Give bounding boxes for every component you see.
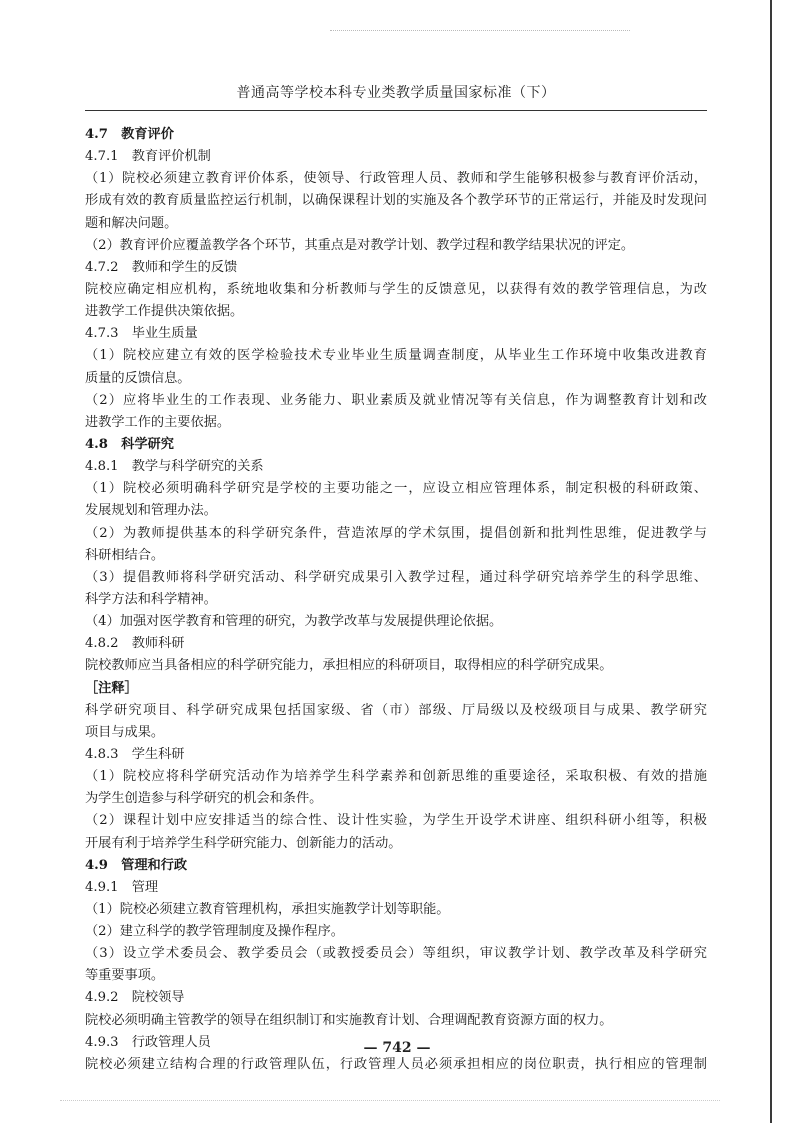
paragraph-line: 院校应确定相应机构，系统地收集和分析教师与学生的反馈意见，以获得有效的教学管理信息，为改 <box>85 281 707 297</box>
scan-edge-line <box>770 0 772 1123</box>
paragraph-line: 项目与成果。 <box>85 724 165 740</box>
subsection-heading: 4.9.1 管理 <box>85 879 159 895</box>
paragraph-line: （1）院校必须明确科学研究是学校的主要功能之一，应设立相应管理体系，制定积极的科研政策、 <box>85 481 707 497</box>
paragraph-line: （2）课程计划中应安排适当的综合性、设计性实验，为学生开设学术讲座、组织科研小组等，积极 <box>85 813 707 829</box>
subsection-heading: 4.9.3 行政管理人员 <box>85 1034 211 1050</box>
paragraph-line: 等重要事项。 <box>85 968 165 984</box>
subsection-heading: 4.7.3 毕业生质量 <box>85 326 198 342</box>
section-heading: 4.9 管理和行政 <box>85 857 188 873</box>
scan-artifact-top <box>330 30 630 32</box>
paragraph-line: 科研相结合。 <box>85 547 165 563</box>
paragraph-line: （1）院校必须建立教育评价体系，使领导、行政管理人员、教师和学生能够积极参与教育评价活动， <box>85 171 707 187</box>
paragraph-line: 为学生创造参与科学研究的机会和条件。 <box>85 791 323 807</box>
body-text <box>85 124 707 1076</box>
paragraph-line: 进教学工作的主要依据。 <box>85 414 231 430</box>
subsection-heading: 4.8.3 学生科研 <box>85 746 185 762</box>
paragraph-line: 科学研究项目、科学研究成果包括国家级、省（市）部级、厅局级以及校级项目与成果、教学研究 <box>85 702 707 718</box>
page-number: — 742 — <box>363 1040 431 1056</box>
paragraph-line: 形成有效的教育质量监控运行机制，以确保课程计划的实施及各个教学环节的正常运行，并能及时发现问 <box>85 193 707 209</box>
paragraph-line: （2）应将毕业生的工作表现、业务能力、职业素质及就业情况等有关信息，作为调整教育计划和改 <box>85 392 707 408</box>
paragraph-line: 题和解决问题。 <box>85 215 178 231</box>
paragraph-line: （1）院校应将科学研究活动作为培养学生科学素养和创新思维的重要途径，采取积极、有效的措施 <box>85 769 707 785</box>
paragraph-line: （4）加强对医学教育和管理的研究，为教学改革与发展提供理论依据。 <box>85 614 503 630</box>
paragraph-line: 院校教师应当具备相应的科学研究能力，承担相应的科研项目，取得相应的科学研究成果。 <box>85 658 613 674</box>
scan-artifact-bottom <box>60 1100 720 1102</box>
paragraph-line: （2）为教师提供基本的科学研究条件，营造浓厚的学术氛围，提倡创新和批判性思维，促进教学与 <box>85 525 707 541</box>
note-label: ［注释］ <box>85 680 138 696</box>
paragraph-line: 开展有利于培养学生科学研究能力、创新能力的活动。 <box>85 835 402 851</box>
paragraph-line: （1）院校应建立有效的医学检验技术专业毕业生质量调查制度，从毕业生工作环境中收集改进教育 <box>85 348 707 364</box>
section-heading: 4.7 教育评价 <box>85 127 174 142</box>
paragraph-line: （3）提倡教师将科学研究活动、科学研究成果引入教学过程，通过科学研究培养学生的科学思维、 <box>85 569 707 585</box>
subsection-heading: 4.7.2 教师和学生的反馈 <box>85 259 238 275</box>
paragraph-line: 质量的反馈信息。 <box>85 370 191 386</box>
paragraph-line: （3）设立学术委员会、教学委员会（或教授委员会）等组织，审议教学计划、教学改革及科学研究 <box>85 946 707 962</box>
paragraph-line: （2）建立科学的教学管理制度及操作程序。 <box>85 924 344 940</box>
header-rule <box>85 110 707 111</box>
paragraph-line: 院校必须建立结构合理的行政管理队伍，行政管理人员必须承担相应的岗位职责，执行相应的管理制 <box>85 1056 707 1072</box>
subsection-heading: 4.7.1 教育评价机制 <box>85 149 211 165</box>
paragraph-line: 院校必须明确主管教学的领导在组织制订和实施教育计划、合理调配教育资源方面的权力。 <box>85 1012 613 1028</box>
subsection-heading: 4.9.2 院校领导 <box>85 990 185 1006</box>
paragraph-line: （2）教育评价应覆盖教学各个环节，其重点是对教学计划、教学过程和教学结果状况的评定。 <box>85 237 635 253</box>
running-header: 普通高等学校本科专业类教学质量国家标准（下） <box>236 85 556 101</box>
paragraph-line: （1）院校必须建立教育管理机构，承担实施教学计划等职能。 <box>85 901 450 917</box>
subsection-heading: 4.8.2 教师科研 <box>85 636 185 652</box>
paragraph-line: 发展规划和管理办法。 <box>85 503 217 519</box>
paragraph-line: 科学方法和科学精神。 <box>85 591 217 607</box>
paragraph-line: 进教学工作提供决策依据。 <box>85 304 244 320</box>
section-heading: 4.8 科学研究 <box>85 436 174 452</box>
subsection-heading: 4.8.1 教学与科学研究的关系 <box>85 459 264 475</box>
